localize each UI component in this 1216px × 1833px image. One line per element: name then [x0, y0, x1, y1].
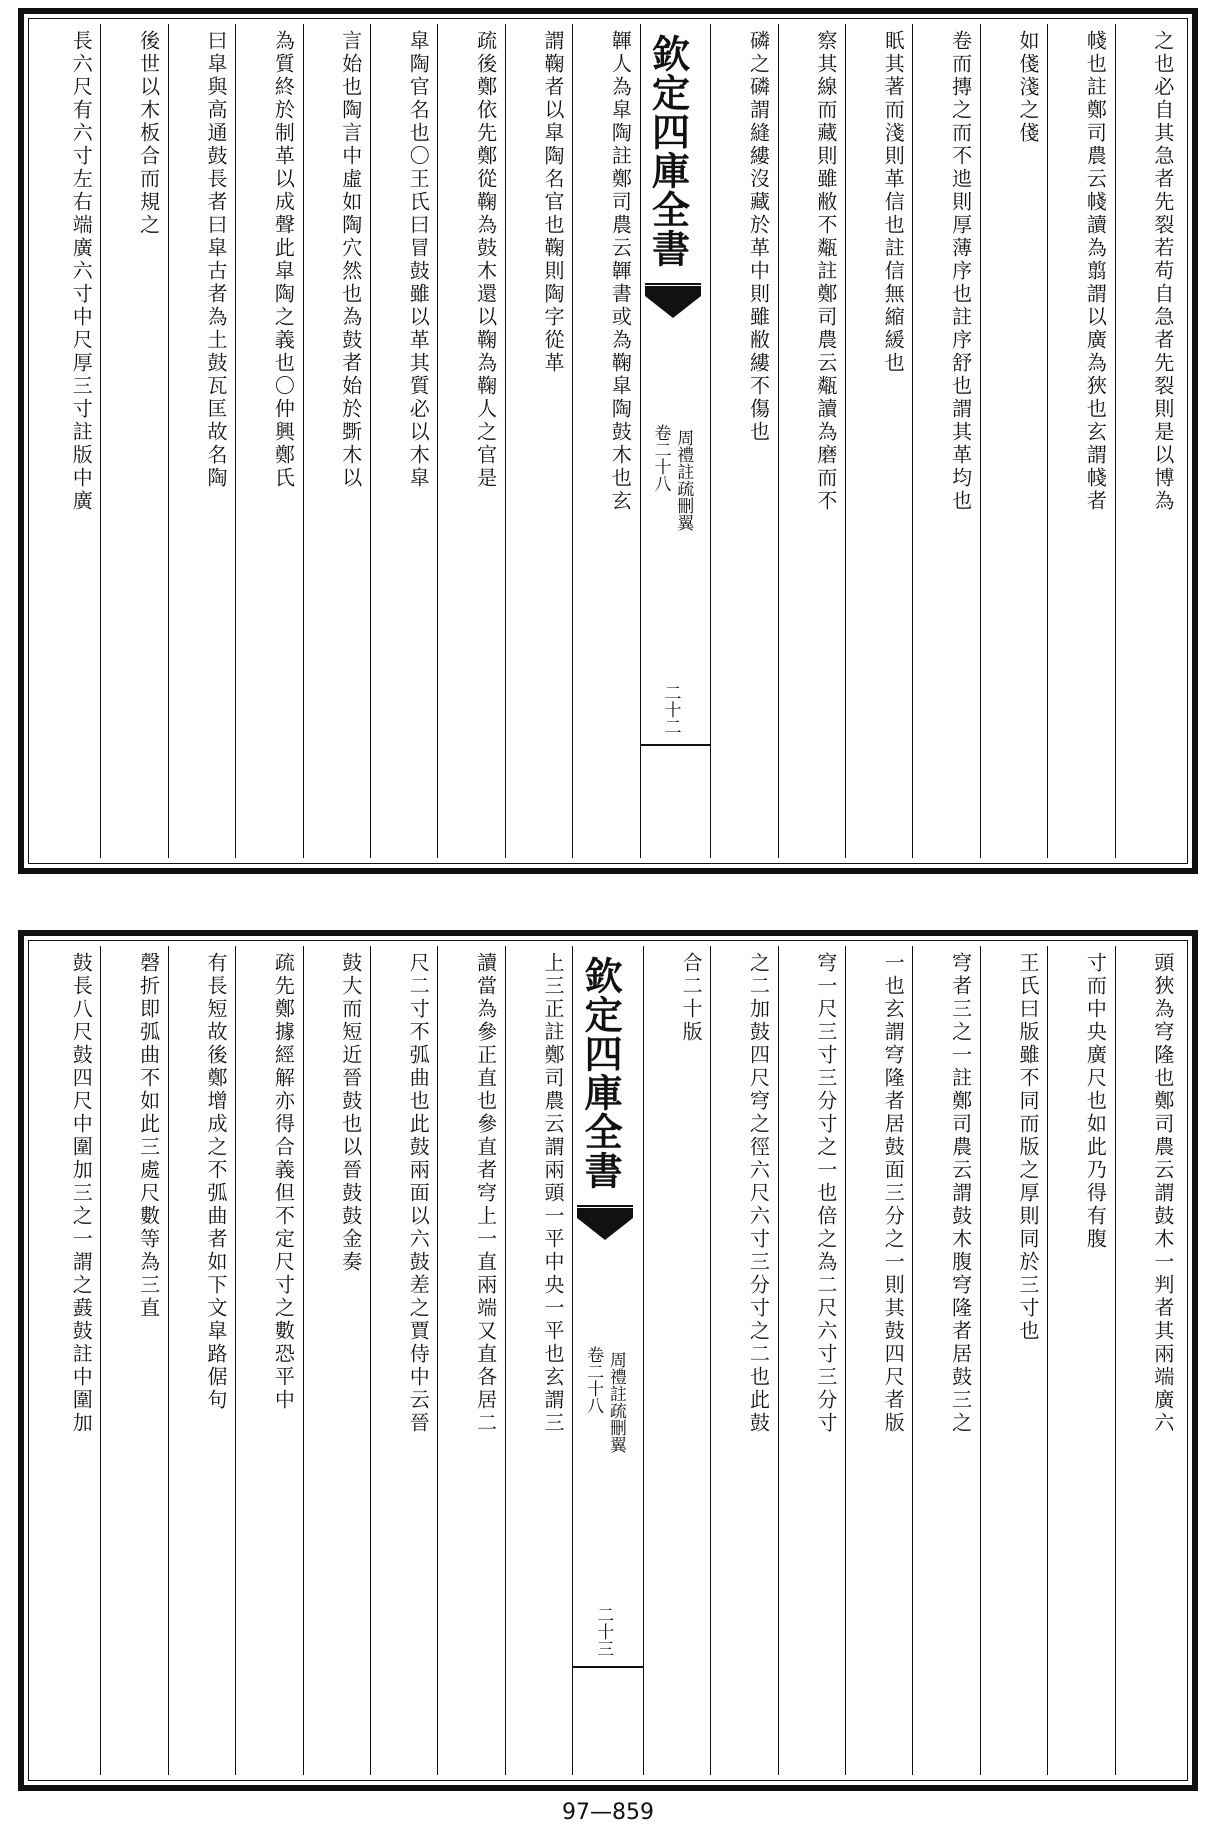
column-text: 鼓長八尺鼓四尺中圍加三之一謂之鼖鼓註中圍加	[69, 952, 94, 1435]
column-text: 為質終於制革以成聲此皐陶之義也〇仲興鄭氏	[271, 30, 296, 490]
gutter-page-number: 二十二	[660, 684, 681, 735]
center-gutter	[572, 946, 643, 1775]
column-text: 長六尺有六寸左右端廣六寸中尺厚三寸註版中廣	[69, 30, 94, 513]
center-gutter	[640, 24, 711, 858]
column-text: 卷而摶之而不迆則厚薄序也註序舒也謂其革均也	[948, 30, 973, 513]
column-text: 合二十版	[679, 952, 704, 1044]
text-column	[845, 946, 912, 1775]
fish-tail-mark-icon	[643, 282, 703, 332]
text-column	[1047, 24, 1114, 858]
gutter-divider	[573, 1666, 643, 1668]
text-column	[643, 946, 710, 1775]
text-columns	[34, 946, 1182, 1775]
column-text: 之也必自其急者先裂若苟自急者先裂則是以博為	[1150, 30, 1175, 513]
text-column	[168, 24, 235, 858]
column-text: 後世以木板合而規之	[136, 30, 161, 237]
gutter-book-name: 周禮註疏刪翼	[605, 1351, 626, 1453]
column-text: 有長短故後鄭增成之不弧曲者如下文皐路倨句	[204, 952, 229, 1412]
column-text: 皐陶官名也〇王氏曰冒鼓雖以革其質必以木皐	[406, 30, 431, 490]
column-text: 韗人為皐陶註鄭司農云韗書或為鞠皐陶鼓木也玄	[608, 30, 633, 513]
text-column	[235, 946, 302, 1775]
text-column	[303, 24, 370, 858]
gutter-title: 欽定四庫全書	[645, 34, 691, 268]
column-text: 穹一尺三寸三分寸之一也倍之為二尺六寸三分寸	[813, 952, 838, 1435]
text-column	[34, 24, 100, 858]
column-text: 寸而中央廣尺也如此乃得有腹	[1083, 952, 1108, 1251]
column-text: 如俴淺之俴	[1016, 30, 1041, 145]
column-text: 察其線而藏則雖敝不甐註鄭司農云甐讀為磨而不	[813, 30, 838, 513]
text-column	[437, 946, 504, 1775]
text-column	[912, 24, 979, 858]
text-column	[845, 24, 912, 858]
column-text: 之二加鼓四尺穹之徑六尺六寸三分寸之二也此鼓	[746, 952, 771, 1435]
text-column	[100, 946, 167, 1775]
column-text: 頭狹為穹隆也鄭司農云謂鼓木一判者其兩端廣六	[1150, 952, 1175, 1435]
column-text: 一也玄謂穹隆者居鼓面三分之一則其鼓四尺者版	[881, 952, 906, 1435]
column-text: 帴也註鄭司農云帴讀為翦謂以廣為狹也玄謂帴者	[1083, 30, 1108, 513]
book-page-bottom	[18, 930, 1198, 1791]
column-text: 疏後鄭依先鄭從鞠為鼓木還以鞠為鞠人之官是	[473, 30, 498, 490]
text-column	[778, 946, 845, 1775]
text-column	[1047, 946, 1114, 1775]
gutter-page-number: 二十三	[593, 1606, 614, 1657]
text-column	[437, 24, 504, 858]
text-column	[505, 24, 572, 858]
gutter-volume: 卷二十八	[650, 424, 671, 492]
text-column	[34, 946, 100, 1775]
page-number-footer: 97—859	[562, 1800, 654, 1825]
column-text: 讀當為參正直也參直者穹上一直兩端又直各居二	[473, 952, 498, 1435]
text-column	[710, 24, 777, 858]
text-column	[100, 24, 167, 858]
gutter-title: 欽定四庫全書	[578, 956, 624, 1190]
text-column	[1115, 24, 1182, 858]
column-text: 鼓大而短近晉鼓也以晉鼓鼓金奏	[338, 952, 363, 1274]
gutter-book-name: 周禮註疏刪翼	[673, 429, 694, 531]
fish-tail-mark-icon	[575, 1204, 635, 1254]
text-column	[1115, 946, 1182, 1775]
book-page-top	[18, 8, 1198, 874]
text-column	[912, 946, 979, 1775]
column-text: 眂其著而淺則革信也註信無縮緩也	[881, 30, 906, 375]
column-text: 尺二寸不弧曲也此鼓兩面以六鼓差之賈侍中云晉	[406, 952, 431, 1435]
text-column	[303, 946, 370, 1775]
text-column	[235, 24, 302, 858]
text-column	[168, 946, 235, 1775]
text-column	[778, 24, 845, 858]
column-text: 穹者三之一註鄭司農云謂鼓木腹穹隆者居鼓三之	[948, 952, 973, 1435]
text-column	[980, 946, 1047, 1775]
column-text: 言始也陶言中虛如陶穴然也為鼓者始於斲木以	[338, 30, 363, 490]
text-column	[370, 24, 437, 858]
gutter-volume: 卷二十八	[583, 1346, 604, 1414]
column-text: 疏先鄭據經解亦得合義但不定尺寸之數恐平中	[271, 952, 296, 1412]
text-column	[572, 24, 639, 858]
text-columns	[34, 24, 1182, 858]
text-column	[710, 946, 777, 1775]
text-column	[980, 24, 1047, 858]
column-text: 曰皐與高通鼓長者曰皐古者為土鼓瓦匡故名陶	[204, 30, 229, 490]
column-text: 謂鞠者以皐陶名官也鞠則陶字從革	[540, 30, 565, 375]
column-text: 王氏曰版雖不同而版之厚則同於三寸也	[1016, 952, 1041, 1343]
column-text: 磬折即弧曲不如此三處尺數等為三直	[136, 952, 161, 1320]
column-text: 磷之磷謂縫縷沒藏於革中則雖敝縷不傷也	[746, 30, 771, 444]
text-column	[370, 946, 437, 1775]
gutter-divider	[641, 744, 711, 746]
text-column	[505, 946, 572, 1775]
column-text: 上三正註鄭司農云謂兩頭一平中央一平也玄謂三	[540, 952, 565, 1435]
